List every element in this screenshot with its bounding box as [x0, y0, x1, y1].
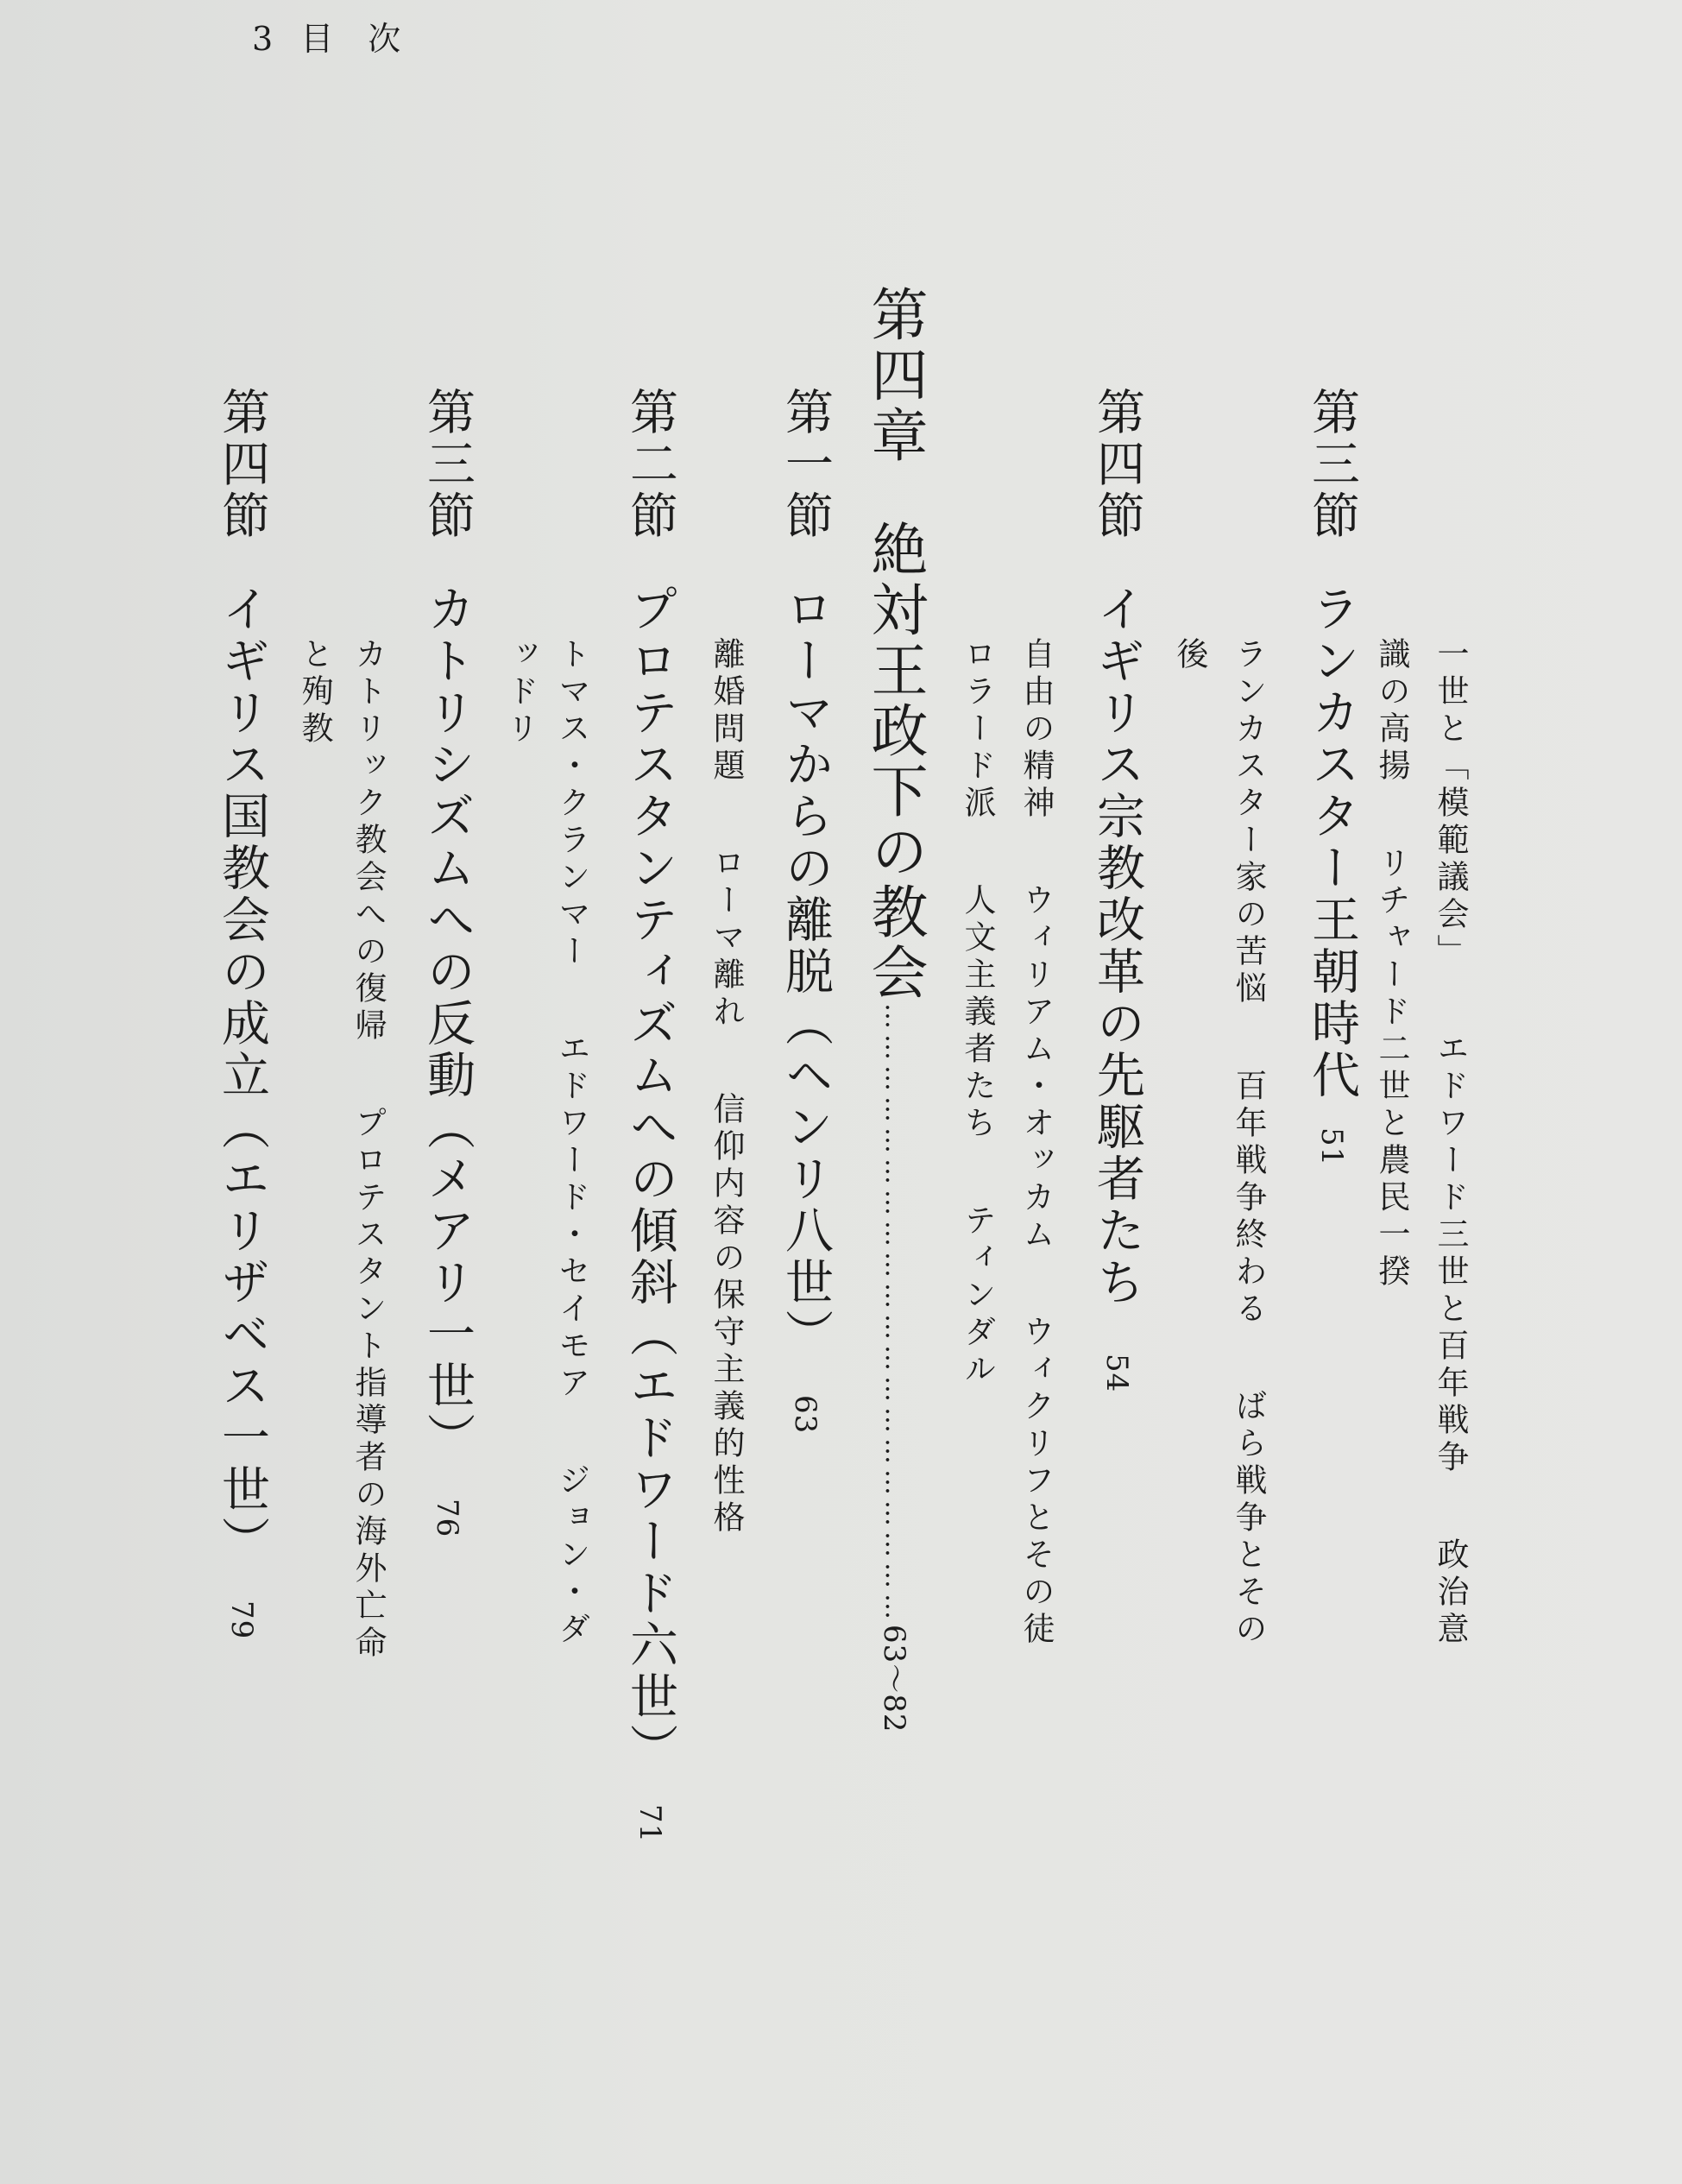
- section-number: 第三節: [419, 387, 476, 542]
- subtopic: 百年戦争終わる: [1230, 1069, 1267, 1329]
- subtopic: エドワード三世と百年戦争: [1432, 1032, 1469, 1477]
- subtopic: ばら戦争とその: [1230, 1389, 1267, 1649]
- section-page: 71: [633, 1804, 667, 1844]
- section-title: ローマからの離脱（ヘンリ八世）: [778, 584, 834, 1360]
- section-number: 第四節: [214, 387, 270, 542]
- chapter-title: 絶対王政下の教会: [861, 520, 928, 1003]
- chapter-4-section-1-heading: [778, 387, 834, 1435]
- chapter-4-section-3-heading: [419, 387, 476, 1538]
- running-header: [252, 12, 428, 60]
- subtopic: 政治意: [1432, 1537, 1469, 1649]
- subtopic: 信仰内容の保守主義的性格: [708, 1092, 745, 1537]
- chapter-4-section-2-subtopics-2: [501, 637, 539, 748]
- subtopic: ウィクリフとその徒: [1017, 1315, 1055, 1649]
- subtopic: ウィリアム・オッカム: [1017, 883, 1055, 1254]
- chapter-4-heading: [861, 285, 928, 1733]
- section-4-subtopics-2: [959, 637, 996, 1389]
- subtopic: ッドリ: [501, 637, 539, 748]
- chapter-4-section-3-subtopics-1: [350, 637, 387, 1663]
- section-number: 第二節: [622, 387, 678, 542]
- page-number: 3: [252, 20, 286, 58]
- subtopic: プロテスタント指導者の海外亡命: [350, 1106, 387, 1663]
- subtopic: ローマ離れ: [708, 846, 745, 1032]
- chapter-4-section-1-subtopics: [708, 637, 745, 1537]
- section-page: 63: [788, 1395, 822, 1435]
- section-title: イギリス国教会の成立（エリザベス一世）: [214, 584, 270, 1568]
- section-3-subtopics-4: [1171, 637, 1208, 674]
- dot-leader: ……………………………………………………: [879, 1003, 910, 1625]
- subtopic: 人文主義者たち: [959, 883, 996, 1143]
- subtopic: 識の高揚: [1373, 637, 1410, 786]
- subtopic: ジョン・ダ: [553, 1463, 590, 1649]
- section-title: ランカスター王朝時代: [1304, 584, 1360, 1101]
- section-3-subtopics-2: [1373, 637, 1410, 1291]
- subtopic: と殉教: [296, 637, 333, 748]
- section-page: 51: [1314, 1127, 1349, 1167]
- subtopic: 一世と「模範議会」: [1432, 637, 1469, 971]
- subtopic: 離婚問題: [708, 637, 745, 786]
- subtopic: カトリック教会への復帰: [350, 637, 387, 1045]
- section-3-heading: [1304, 387, 1360, 1167]
- section-number: 第一節: [778, 387, 834, 542]
- subtopic: リチャード二世と農民一揆: [1373, 846, 1410, 1291]
- chapter-4-section-2-heading: [622, 387, 678, 1844]
- subtopic: トマス・クランマー: [553, 637, 590, 971]
- section-number: 第四節: [1089, 387, 1145, 542]
- section-page: 54: [1099, 1354, 1134, 1393]
- chapter-4-section-3-subtopics-2: [296, 637, 333, 748]
- subtopic: ティンダル: [959, 1203, 996, 1389]
- chapter-pages: 63〜82: [877, 1625, 911, 1733]
- section-4-heading: [1089, 387, 1145, 1393]
- subtopic: 後: [1171, 637, 1208, 674]
- section-page: 79: [224, 1600, 259, 1640]
- section-number: 第三節: [1304, 387, 1360, 542]
- section-page: 76: [430, 1499, 464, 1538]
- subtopic: 自由の精神: [1017, 637, 1055, 823]
- section-3-subtopics-1: [1432, 637, 1469, 1649]
- section-title: カトリシズムへの反動（メアリ一世）: [419, 584, 476, 1464]
- subtopic: エドワード・セイモア: [553, 1032, 590, 1403]
- header-title: 目 次: [300, 20, 413, 58]
- chapter-number: 第四章: [861, 285, 928, 466]
- section-title: プロテスタンティズムへの傾斜（エドワード六世）: [622, 584, 678, 1775]
- chapter-4-section-4-heading: [214, 387, 270, 1640]
- subtopic: ロラード派: [959, 637, 996, 823]
- chapter-4-section-2-subtopics-1: [553, 637, 590, 1649]
- subtopic: ランカスター家の苦悩: [1230, 637, 1267, 1008]
- section-title: イギリス宗教改革の先駆者たち: [1089, 584, 1145, 1309]
- section-4-subtopics-1: [1017, 637, 1055, 1649]
- section-3-subtopics-3: [1230, 637, 1267, 1649]
